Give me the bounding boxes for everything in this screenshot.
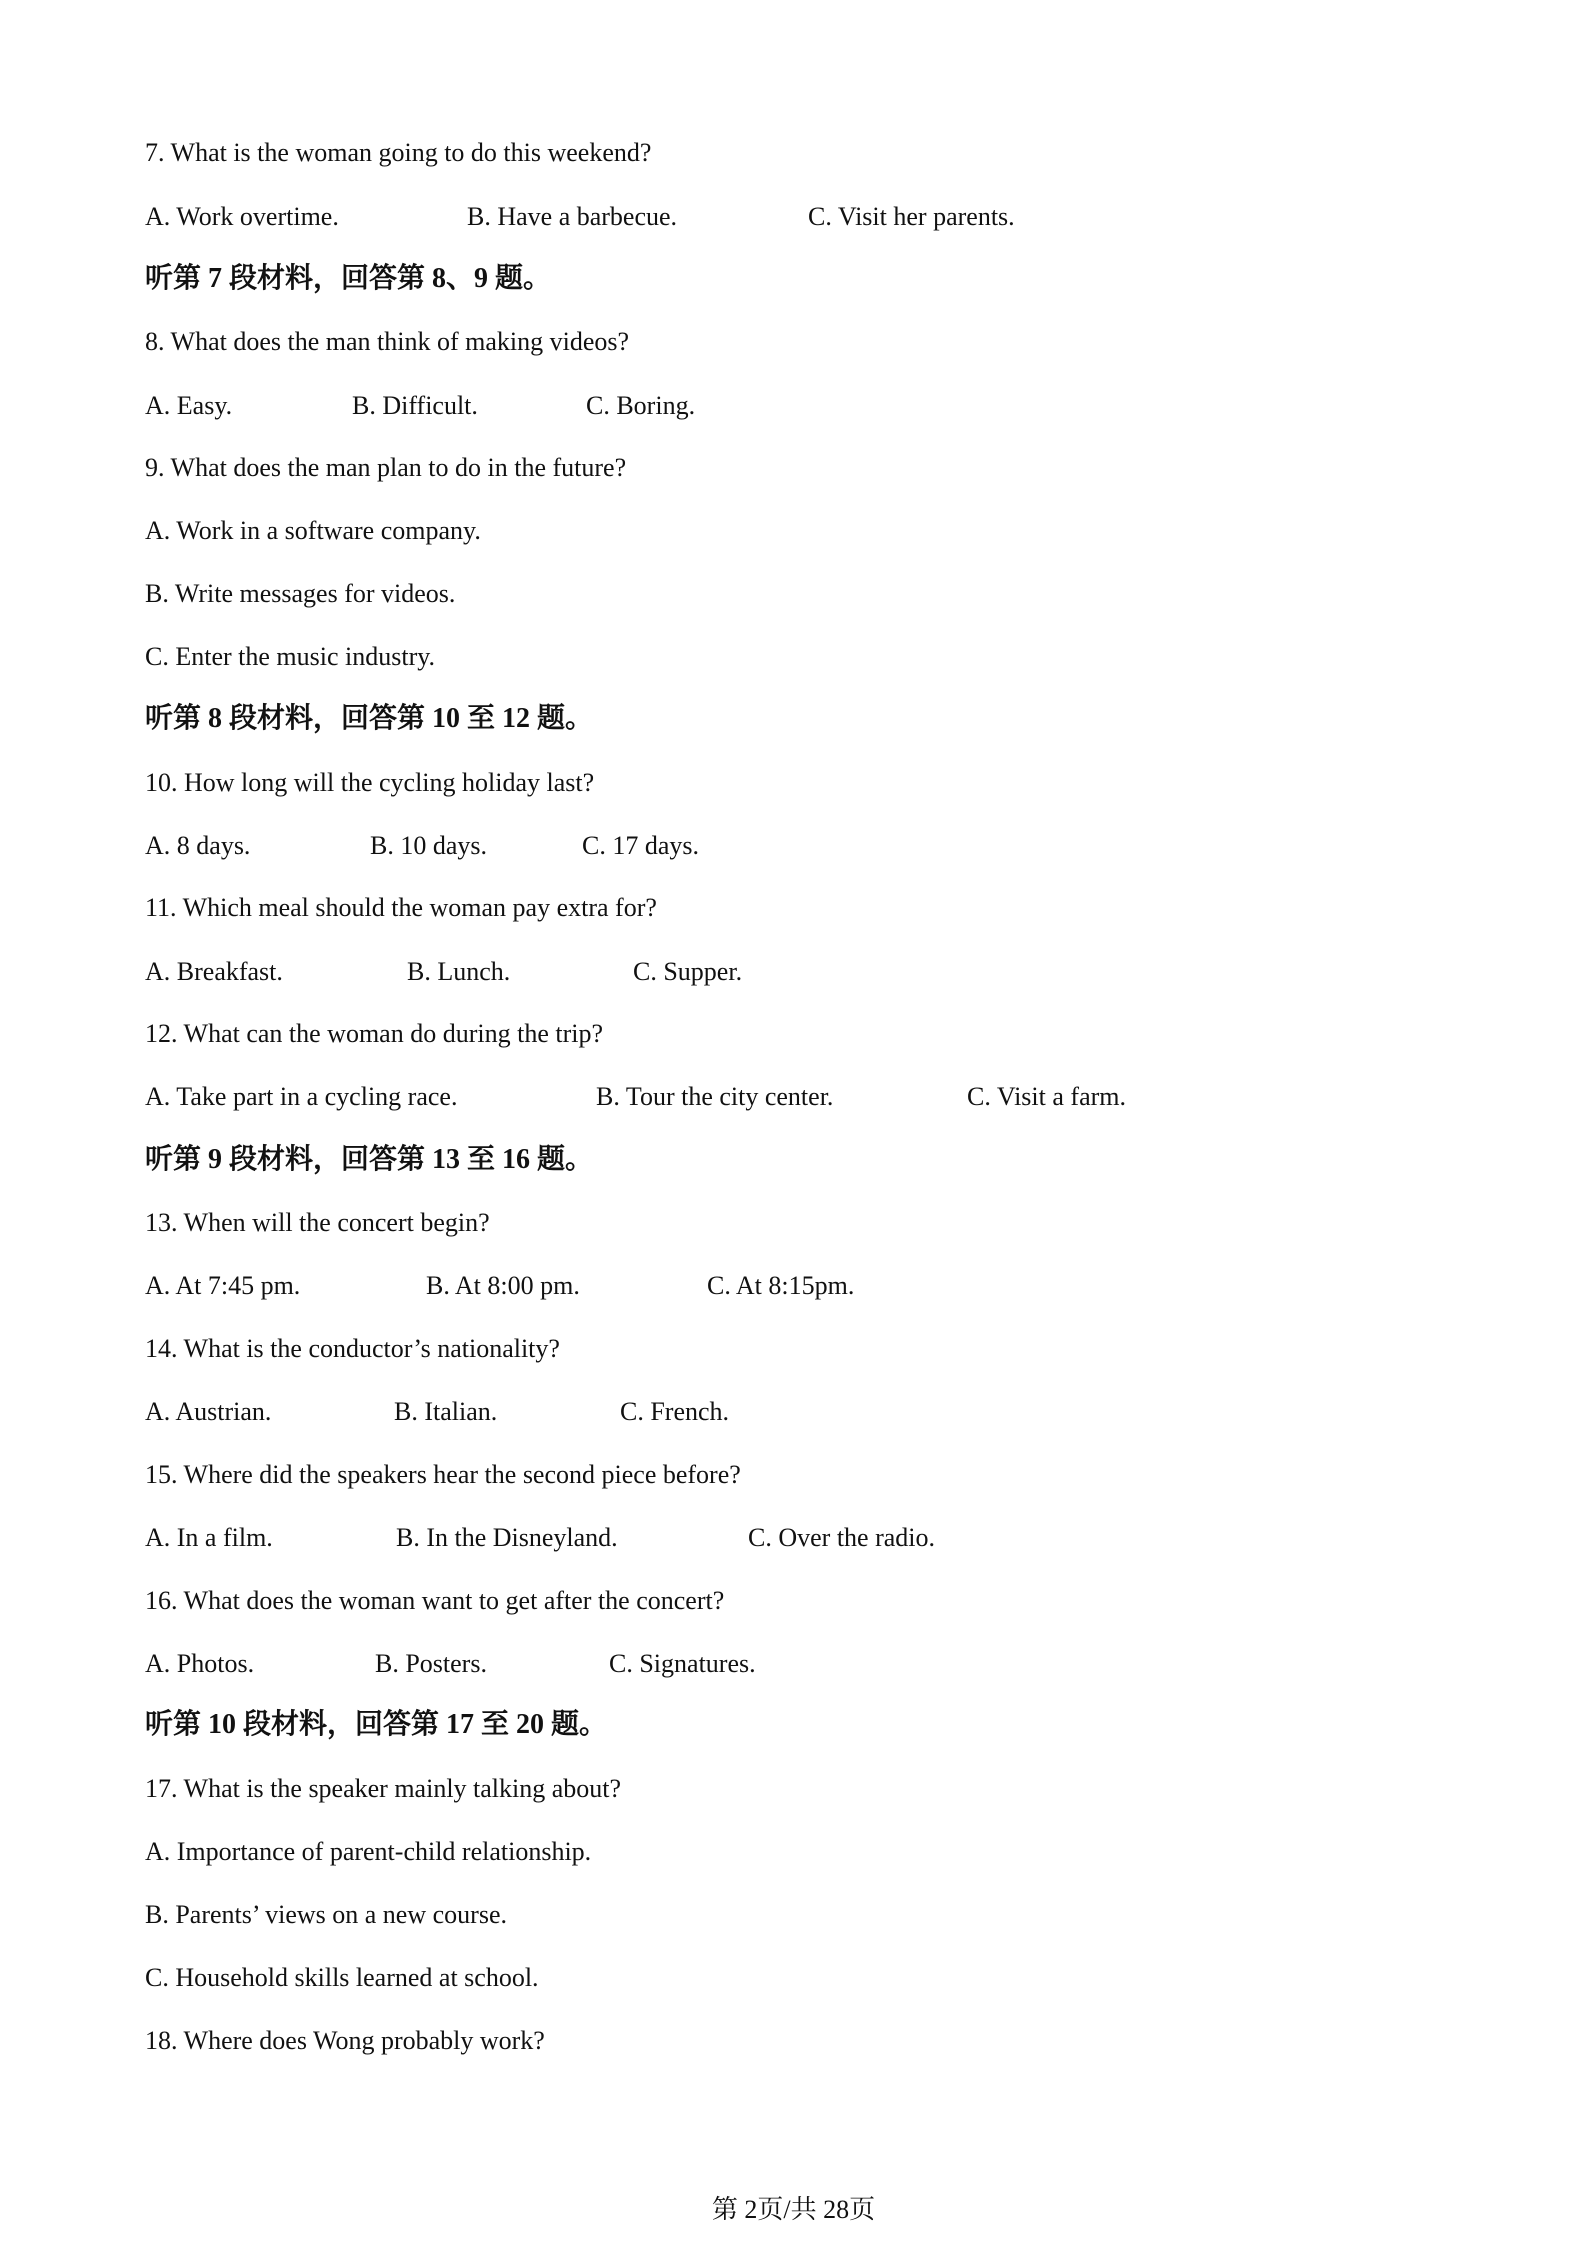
option-a: A. In a film.	[145, 1523, 273, 1552]
question-17: 17. What is the speaker mainly talking about?	[145, 1774, 622, 1803]
options-row-q11	[145, 955, 945, 989]
option-b: B. Difficult.	[352, 391, 478, 420]
option-a: A. Austrian.	[145, 1397, 272, 1426]
option-b: B. At 8:00 pm.	[426, 1271, 580, 1300]
option-c: C. French.	[620, 1397, 730, 1426]
section-heading-10: 听第 10 段材料，回答第 17 至 20 题。	[145, 1709, 608, 1740]
option-c: C. 17 days.	[582, 831, 699, 860]
section-heading-9: 听第 9 段材料，回答第 13 至 16 题。	[145, 1144, 594, 1175]
option-b: B. Have a barbecue.	[467, 202, 678, 231]
question-8: 8. What does the man think of making videos?	[145, 327, 630, 356]
option-c: C. Household skills learned at school.	[145, 1963, 539, 1992]
question-14: 14. What is the conductor’s nationality?	[145, 1334, 560, 1363]
question-18: 18. Where does Wong probably work?	[145, 2026, 545, 2055]
option-c: C. Over the radio.	[748, 1523, 936, 1552]
option-a: A. Photos.	[145, 1649, 255, 1678]
option-c: C. Visit a farm.	[967, 1082, 1126, 1111]
option-c: C. Enter the music industry.	[145, 642, 436, 671]
option-c: C. At 8:15pm.	[707, 1271, 855, 1300]
option-b: B. Posters.	[375, 1649, 487, 1678]
option-a: A. Take part in a cycling race.	[145, 1082, 458, 1111]
options-row-q15	[145, 1521, 1145, 1555]
question-10: 10. How long will the cycling holiday last?	[145, 768, 595, 797]
options-row-q16	[145, 1647, 945, 1681]
options-row-q12	[145, 1080, 1245, 1114]
option-c: C. Signatures.	[609, 1649, 756, 1678]
options-row-q13	[145, 1269, 1045, 1303]
option-b: B. Italian.	[394, 1397, 498, 1426]
question-12: 12. What can the woman do during the trip?	[145, 1019, 604, 1048]
page-footer: 第 2页/共 28页	[711, 2195, 876, 2224]
option-b: B. Tour the city center.	[596, 1082, 834, 1111]
question-9: 9. What does the man plan to do in the future?	[145, 453, 627, 482]
option-b: B. Parents’ views on a new course.	[145, 1900, 507, 1929]
option-a: A. Work in a software company.	[145, 516, 481, 545]
option-b: B. 10 days.	[370, 831, 487, 860]
option-a: A. Work overtime.	[145, 202, 339, 231]
question-16: 16. What does the woman want to get after the concert?	[145, 1586, 725, 1615]
option-a: A. At 7:45 pm.	[145, 1271, 301, 1300]
option-c: C. Visit her parents.	[808, 202, 1015, 231]
option-a: A. Breakfast.	[145, 957, 283, 986]
option-c: C. Supper.	[633, 957, 743, 986]
options-row-q8	[145, 389, 945, 423]
question-11: 11. Which meal should the woman pay extra for?	[145, 893, 657, 922]
option-c: C. Boring.	[586, 391, 696, 420]
option-a: A. Importance of parent-child relationship.	[145, 1837, 592, 1866]
option-a: A. 8 days.	[145, 831, 251, 860]
option-b: B. Lunch.	[407, 957, 511, 986]
option-b: B. Write messages for videos.	[145, 579, 456, 608]
question-15: 15. Where did the speakers hear the second piece before?	[145, 1460, 741, 1489]
section-heading-7: 听第 7 段材料，回答第 8、9 题。	[145, 263, 552, 294]
section-heading-8: 听第 8 段材料，回答第 10 至 12 题。	[145, 703, 594, 734]
question-13: 13. When will the concert begin?	[145, 1208, 490, 1237]
option-a: A. Easy.	[145, 391, 233, 420]
option-b: B. In the Disneyland.	[396, 1523, 618, 1552]
options-row-q7	[145, 200, 1145, 234]
options-row-q14	[145, 1395, 945, 1429]
options-row-q10	[145, 829, 945, 863]
question-7: 7. What is the woman going to do this weekend?	[145, 138, 652, 167]
